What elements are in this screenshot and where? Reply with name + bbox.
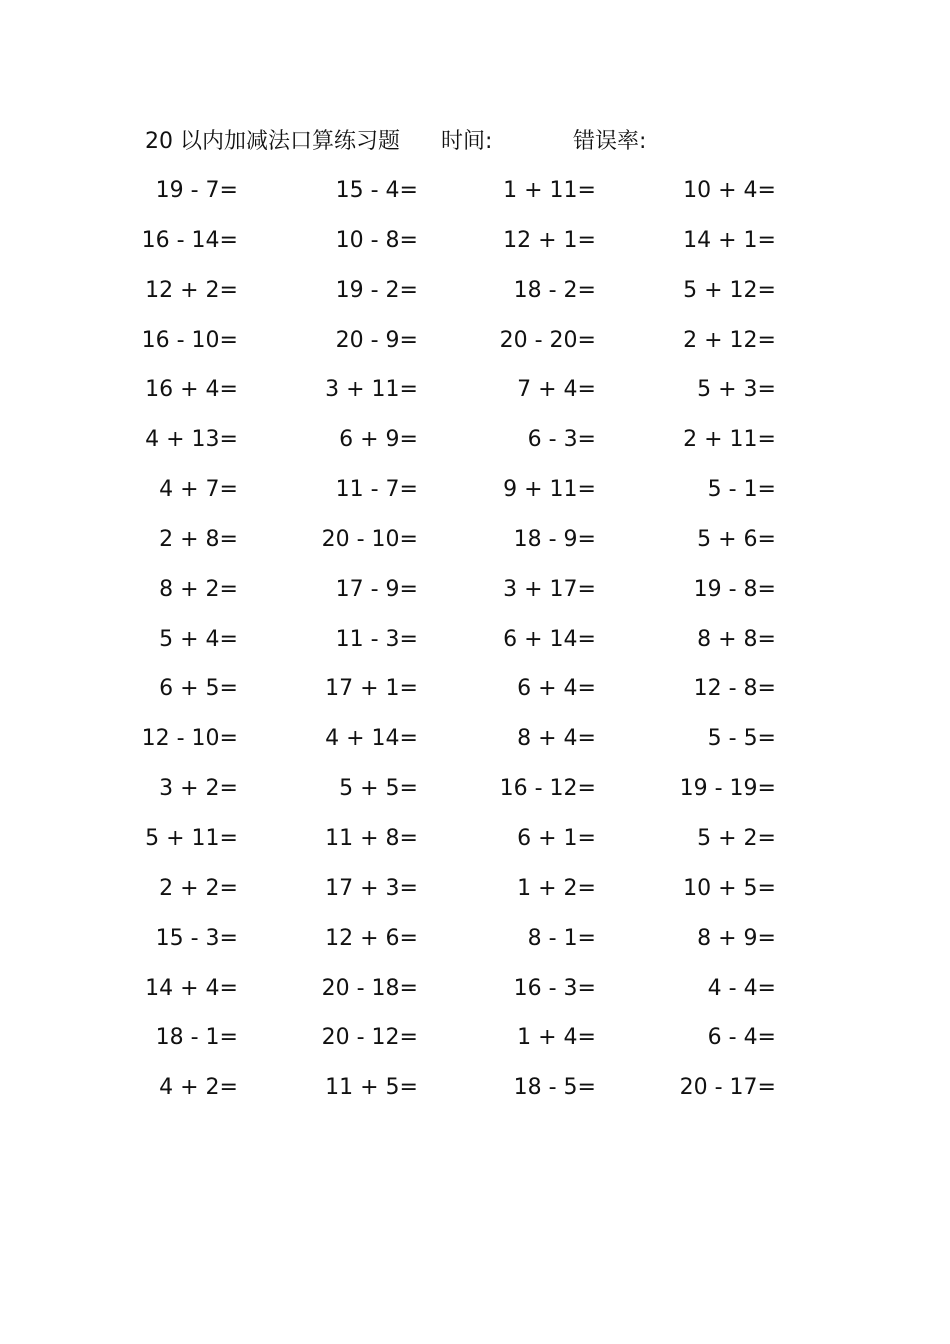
problem-row: [0, 272, 950, 322]
problem-item: 9 + 11=: [503, 477, 596, 503]
problem-item: 18 - 2=: [513, 277, 596, 303]
problem-item: 14 + 1=: [683, 227, 776, 253]
time-label: 时间:: [441, 129, 493, 154]
problem-item: 16 - 12=: [499, 776, 596, 802]
problem-item: 5 - 1=: [707, 477, 776, 503]
worksheet-title: 20 以内加减法口算练习题: [145, 129, 400, 154]
problem-row: [0, 471, 950, 521]
problem-item: 3 + 11=: [325, 377, 418, 403]
problem-item: 1 + 11=: [503, 178, 596, 203]
problem-item: 2 + 8=: [159, 526, 238, 552]
problem-item: 17 + 3=: [325, 875, 418, 901]
problem-item: 2 + 2=: [159, 875, 238, 901]
problem-item: 8 + 2=: [159, 576, 238, 602]
problem-item: 6 - 3=: [527, 427, 596, 453]
problem-row: [0, 222, 950, 272]
problem-row: [0, 820, 950, 870]
problem-item: 19 - 7=: [155, 178, 238, 203]
problem-item: 20 - 20=: [499, 327, 596, 353]
problem-row: [0, 920, 950, 970]
problem-item: 5 - 5=: [707, 726, 776, 752]
problem-item: 11 + 5=: [325, 1075, 418, 1101]
problem-row: [0, 870, 950, 920]
problem-item: 5 + 5=: [339, 776, 418, 802]
problem-item: 12 - 8=: [693, 676, 776, 702]
problem-item: 11 - 3=: [335, 626, 418, 652]
problem-item: 2 + 11=: [683, 427, 776, 453]
problem-row: [0, 1019, 950, 1069]
problem-item: 19 - 8=: [693, 576, 776, 602]
problem-item: 2 + 12=: [683, 327, 776, 353]
problem-item: 1 + 2=: [517, 875, 596, 901]
problem-row: [0, 322, 950, 372]
problem-item: 5 + 3=: [697, 377, 776, 403]
problem-item: 16 + 4=: [145, 377, 238, 403]
problem-item: 5 + 4=: [159, 626, 238, 652]
problem-item: 8 + 9=: [697, 925, 776, 951]
problem-item: 20 - 17=: [679, 1075, 776, 1101]
problem-item: 18 - 1=: [155, 1025, 238, 1051]
problem-item: 4 + 2=: [159, 1075, 238, 1101]
problem-item: 8 - 1=: [527, 925, 596, 951]
problem-item: 17 - 9=: [335, 576, 418, 602]
problem-item: 8 + 4=: [517, 726, 596, 752]
problem-item: 6 + 1=: [517, 825, 596, 851]
problem-row: [0, 371, 950, 421]
problem-item: 11 - 7=: [335, 477, 418, 503]
problem-item: 20 - 18=: [321, 975, 418, 1001]
error-rate-label: 错误率:: [573, 129, 647, 154]
problem-item: 18 - 5=: [513, 1075, 596, 1101]
problem-item: 4 + 7=: [159, 477, 238, 503]
problem-item: 6 + 5=: [159, 676, 238, 702]
problem-row: [0, 970, 950, 1020]
problem-item: 12 - 10=: [141, 726, 238, 752]
worksheet-header: [145, 126, 845, 158]
problem-item: 5 + 2=: [697, 825, 776, 851]
problem-item: 16 - 14=: [141, 227, 238, 253]
problem-item: 4 - 4=: [707, 975, 776, 1001]
problem-item: 12 + 1=: [503, 227, 596, 253]
problem-item: 5 + 6=: [697, 526, 776, 552]
problem-item: 5 + 11=: [145, 825, 238, 851]
problem-row: [0, 670, 950, 720]
problem-item: 15 - 3=: [155, 925, 238, 951]
problem-item: 16 - 10=: [141, 327, 238, 353]
problem-item: 10 - 8=: [335, 227, 418, 253]
problem-item: 12 + 6=: [325, 925, 418, 951]
problem-row: [0, 172, 950, 222]
problem-item: 4 + 14=: [325, 726, 418, 752]
problem-row: [0, 621, 950, 671]
problem-item: 19 - 2=: [335, 277, 418, 303]
problem-grid: [0, 172, 950, 1119]
problem-row: [0, 720, 950, 770]
problem-item: 10 + 5=: [683, 875, 776, 901]
problem-item: 4 + 13=: [145, 427, 238, 453]
problem-item: 7 + 4=: [517, 377, 596, 403]
problem-item: 3 + 2=: [159, 776, 238, 802]
problem-item: 19 - 19=: [679, 776, 776, 802]
problem-item: 6 + 14=: [503, 626, 596, 652]
problem-row: [0, 571, 950, 621]
problem-item: 11 + 8=: [325, 825, 418, 851]
problem-item: 20 - 10=: [321, 526, 418, 552]
problem-item: 6 + 9=: [339, 427, 418, 453]
problem-row: [0, 1069, 950, 1119]
problem-item: 8 + 8=: [697, 626, 776, 652]
problem-item: 3 + 17=: [503, 576, 596, 602]
problem-item: 10 + 4=: [683, 178, 776, 203]
problem-row: [0, 521, 950, 571]
problem-item: 20 - 12=: [321, 1025, 418, 1051]
problem-item: 12 + 2=: [145, 277, 238, 303]
problem-item: 20 - 9=: [335, 327, 418, 353]
problem-item: 15 - 4=: [335, 178, 418, 203]
problem-row: [0, 770, 950, 820]
problem-item: 16 - 3=: [513, 975, 596, 1001]
problem-item: 18 - 9=: [513, 526, 596, 552]
problem-item: 17 + 1=: [325, 676, 418, 702]
problem-item: 1 + 4=: [517, 1025, 596, 1051]
problem-row: [0, 421, 950, 471]
problem-item: 5 + 12=: [683, 277, 776, 303]
problem-item: 14 + 4=: [145, 975, 238, 1001]
problem-item: 6 + 4=: [517, 676, 596, 702]
problem-item: 6 - 4=: [707, 1025, 776, 1051]
